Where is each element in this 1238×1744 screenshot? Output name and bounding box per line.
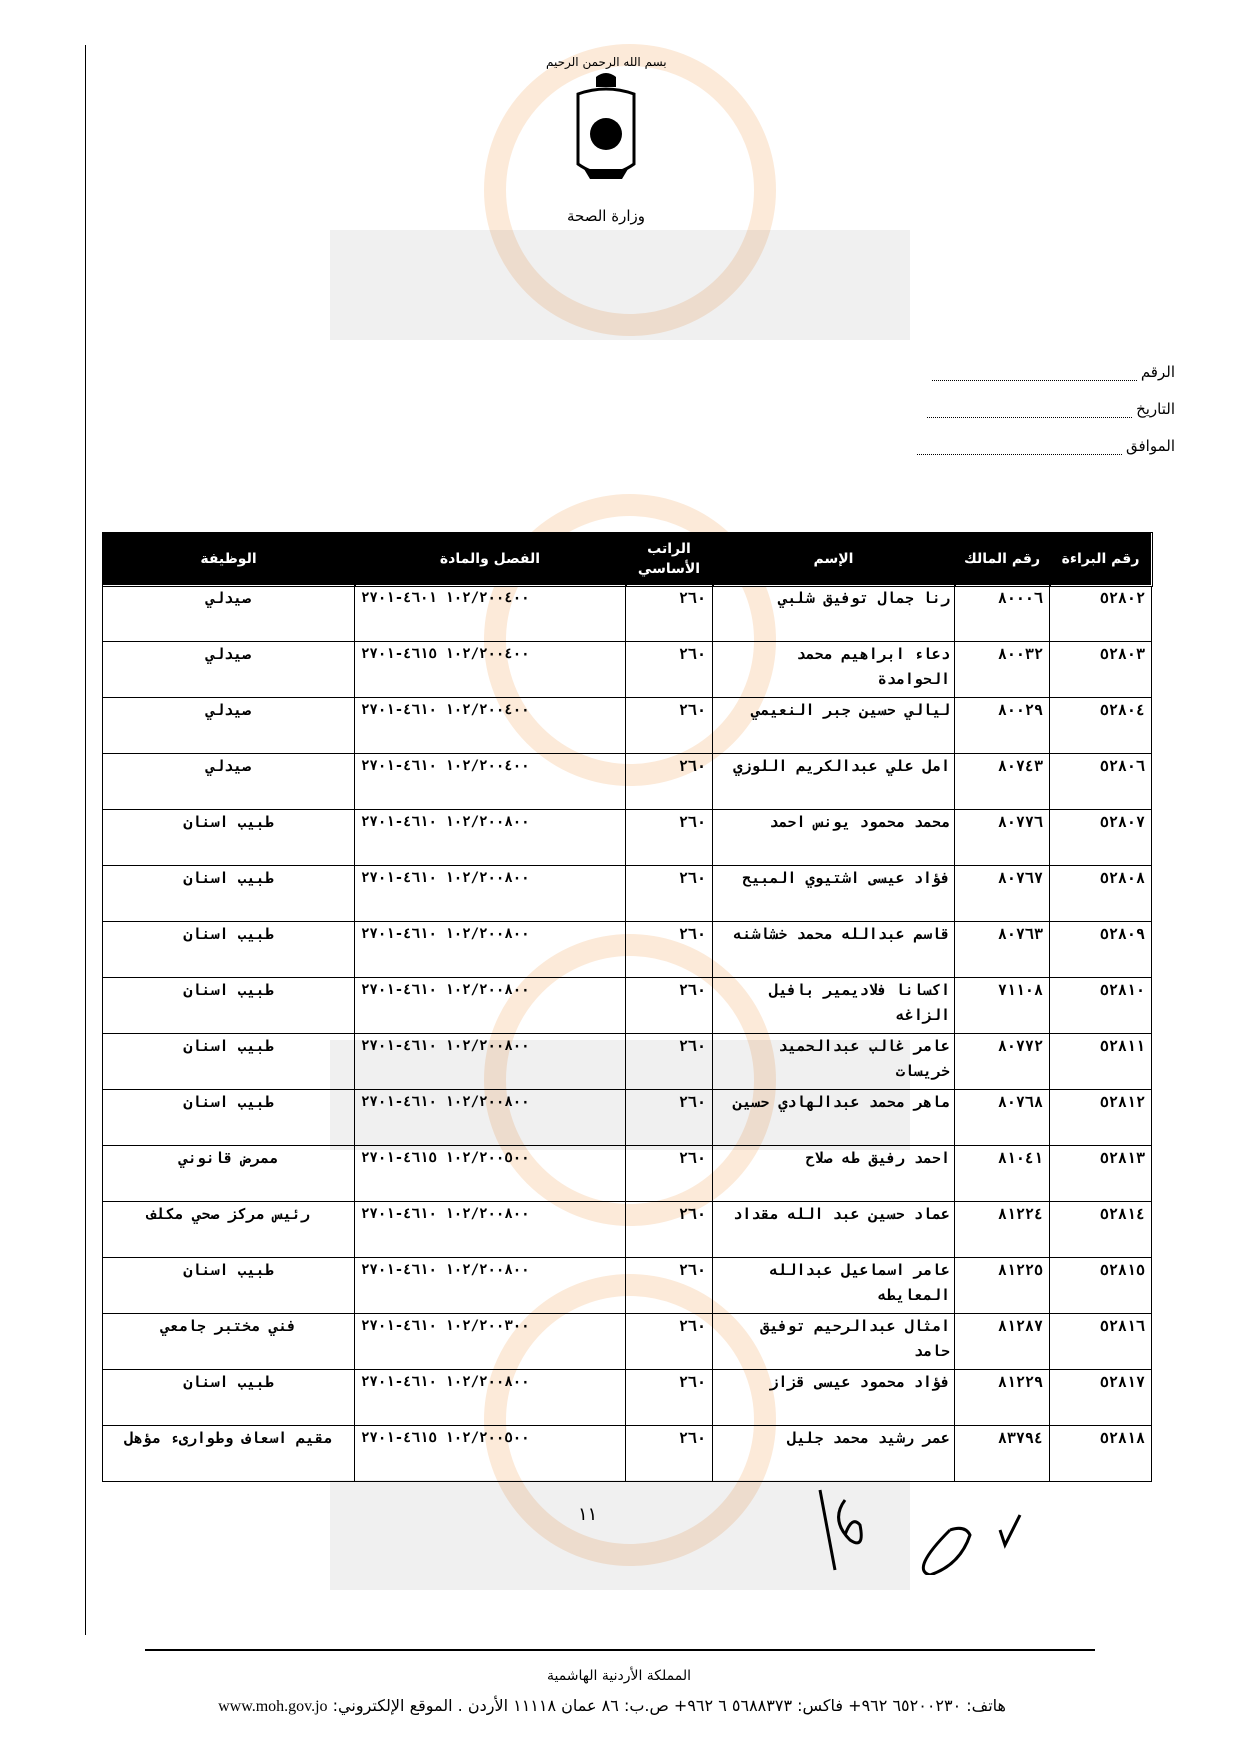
table-row <box>103 642 1152 698</box>
owner-number-cell: ٨٠٧٧٢ <box>955 1034 1050 1090</box>
license-number-cell: ٥٢٨١٨ <box>1050 1426 1152 1482</box>
base-salary-cell: ٢٦٠ <box>626 978 713 1034</box>
table-row <box>103 1146 1152 1202</box>
owner-number-cell: ٨١٠٤١ <box>955 1146 1050 1202</box>
employee-name-cell: دعاء ابراهيم محمد الحوامدة <box>713 642 955 698</box>
table-row <box>103 810 1152 866</box>
table-row <box>103 754 1152 810</box>
table-row <box>103 1090 1152 1146</box>
license-number-cell: ٥٢٨٠٦ <box>1050 754 1152 810</box>
job-title-cell: صيدلي <box>103 754 355 810</box>
footer-divider <box>145 1649 1095 1651</box>
basmala: بسم الله الرحمن الرحيم <box>546 55 667 69</box>
license-number-cell: ٥٢٨١٣ <box>1050 1146 1152 1202</box>
license-number-cell: ٥٢٨١٥ <box>1050 1258 1152 1314</box>
employee-name-cell: قاسم عبدالله محمد خشاشنه <box>713 922 955 978</box>
job-title-cell: طبيب اسنان <box>103 1090 355 1146</box>
col-header-salary: الراتب الأساسي <box>626 533 713 586</box>
base-salary-cell: ٢٦٠ <box>626 1258 713 1314</box>
license-number-cell: ٥٢٨١٧ <box>1050 1370 1152 1426</box>
chapter-article-cell: ١٠٢/٢٠٠٨٠٠ ٤٦١٠-٢٧٠١ <box>355 1370 626 1426</box>
corresponding-date-label: الموافق <box>1125 437 1175 455</box>
table-header-row <box>103 533 1152 586</box>
footer-website-link[interactable]: www.moh.gov.jo <box>218 1698 328 1715</box>
date-label: التاريخ <box>1136 400 1175 418</box>
date-field <box>927 400 1175 418</box>
base-salary-cell: ٢٦٠ <box>626 1146 713 1202</box>
license-number-cell: ٥٢٨١٦ <box>1050 1314 1152 1370</box>
base-salary-cell: ٢٦٠ <box>626 1202 713 1258</box>
job-title-cell: طبيب اسنان <box>103 1370 355 1426</box>
employee-name-cell: امثال عبدالرحيم توفيق حامد <box>713 1314 955 1370</box>
owner-number-cell: ٨١٢٨٧ <box>955 1314 1050 1370</box>
page-number: ١١ <box>578 1504 598 1525</box>
col-header-job: الوظيفة <box>103 533 355 586</box>
base-salary-cell: ٢٦٠ <box>626 1426 713 1482</box>
owner-number-cell: ٨٠٧٦٨ <box>955 1090 1050 1146</box>
owner-number-cell: ٨١٢٢٤ <box>955 1202 1050 1258</box>
employee-name-cell: امل علي عبدالكريم اللوزي <box>713 754 955 810</box>
table-row <box>103 698 1152 754</box>
job-title-cell: طبيب اسنان <box>103 1034 355 1090</box>
license-number-cell: ٥٢٨١١ <box>1050 1034 1152 1090</box>
license-number-cell: ٥٢٨٠٩ <box>1050 922 1152 978</box>
license-number-cell: ٥٢٨١٠ <box>1050 978 1152 1034</box>
chapter-article-cell: ١٠٢/٢٠٠٥٠٠ ٤٦١٥-٢٧٠١ <box>355 1426 626 1482</box>
employee-name-cell: عماد حسين عبد الله مقداد <box>713 1202 955 1258</box>
ref-number-field <box>932 363 1175 381</box>
employee-name-cell: عامر اسماعيل عبدالله المعايطه <box>713 1258 955 1314</box>
license-number-cell: ٥٢٨٠٨ <box>1050 866 1152 922</box>
owner-number-cell: ٨١٢٢٥ <box>955 1258 1050 1314</box>
signatures <box>800 1485 1060 1575</box>
footer-kingdom: المملكة الأردنية الهاشمية <box>546 1668 692 1684</box>
owner-number-cell: ٨٠٧٤٣ <box>955 754 1050 810</box>
license-number-cell: ٥٢٨٠٣ <box>1050 642 1152 698</box>
employee-name-cell: عمر رشيد محمد جليل <box>713 1426 955 1482</box>
job-title-cell: صيدلي <box>103 586 355 642</box>
job-title-cell: رئيس مركز صحي مكلف <box>103 1202 355 1258</box>
job-title-cell: طبيب اسنان <box>103 810 355 866</box>
base-salary-cell: ٢٦٠ <box>626 1370 713 1426</box>
license-number-cell: ٥٢٨١٤ <box>1050 1202 1152 1258</box>
employee-name-cell: ليالي حسين جبر النعيمي <box>713 698 955 754</box>
footer-contact <box>218 1696 1006 1716</box>
col-header-name: الإسم <box>713 533 955 586</box>
employee-name-cell: رنا جمال توفيق شلبي <box>713 586 955 642</box>
license-number-cell: ٥٢٨٠٢ <box>1050 586 1152 642</box>
chapter-article-cell: ١٠٢/٢٠٠٨٠٠ ٤٦١٠-٢٧٠١ <box>355 1202 626 1258</box>
base-salary-cell: ٢٦٠ <box>626 922 713 978</box>
chapter-article-cell: ١٠٢/٢٠٠٨٠٠ ٤٦١٠-٢٧٠١ <box>355 810 626 866</box>
jordan-coat-of-arms-icon <box>566 69 646 199</box>
table-row <box>103 586 1152 642</box>
employee-name-cell: ماهر محمد عبدالهادي حسين <box>713 1090 955 1146</box>
owner-number-cell: ٨٠٧٦٧ <box>955 866 1050 922</box>
chapter-article-cell: ١٠٢/٢٠٠٨٠٠ ٤٦١٠-٢٧٠١ <box>355 1090 626 1146</box>
employee-name-cell: محمد محمود يونس احمد <box>713 810 955 866</box>
employee-name-cell: فؤاد عيسى اشتيوي المبيح <box>713 866 955 922</box>
chapter-article-cell: ١٠٢/٢٠٠٤٠٠ ٤٦١٠-٢٧٠١ <box>355 754 626 810</box>
appointments-table <box>102 532 1152 1482</box>
footer-contact-details: هاتف: ٦٥٢٠٠٢٣٠ ٩٦٢+ فاكس: ٥٦٨٨٣٧٣ ٦ ٩٦٢+ ص.ب: ٨٦ عمان ١١١١٨ الأردن . الموقع الإلكتروني: <box>332 1696 1006 1715</box>
job-title-cell: طبيب اسنان <box>103 1258 355 1314</box>
table-row <box>103 866 1152 922</box>
chapter-article-cell: ١٠٢/٢٠٠٥٠٠ ٤٦١٥-٢٧٠١ <box>355 1146 626 1202</box>
chapter-article-cell: ١٠٢/٢٠٠٨٠٠ ٤٦١٠-٢٧٠١ <box>355 1258 626 1314</box>
license-number-cell: ٥٢٨٠٧ <box>1050 810 1152 866</box>
base-salary-cell: ٢٦٠ <box>626 1034 713 1090</box>
job-title-cell: صيدلي <box>103 642 355 698</box>
base-salary-cell: ٢٦٠ <box>626 642 713 698</box>
owner-number-cell: ٨٠٧٧٦ <box>955 810 1050 866</box>
table-row <box>103 922 1152 978</box>
col-header-owner-number: رقم المالك <box>955 533 1050 586</box>
base-salary-cell: ٢٦٠ <box>626 866 713 922</box>
owner-number-cell: ٨٠٠٢٩ <box>955 698 1050 754</box>
base-salary-cell: ٢٦٠ <box>626 586 713 642</box>
table-row <box>103 1370 1152 1426</box>
table-row <box>103 1202 1152 1258</box>
employee-name-cell: فؤاد محمود عيسى قزاز <box>713 1370 955 1426</box>
chapter-article-cell: ١٠٢/٢٠٠٨٠٠ ٤٦١٠-٢٧٠١ <box>355 978 626 1034</box>
col-header-license: رقم البراءة <box>1050 533 1152 586</box>
owner-number-cell: ٨٠٠٣٢ <box>955 642 1050 698</box>
license-number-cell: ٥٢٨١٢ <box>1050 1090 1152 1146</box>
job-title-cell: طبيب اسنان <box>103 978 355 1034</box>
chapter-article-cell: ١٠٢/٢٠٠٤٠٠ ٤٦١٠-٢٧٠١ <box>355 698 626 754</box>
base-salary-cell: ٢٦٠ <box>626 810 713 866</box>
table-row <box>103 1426 1152 1482</box>
chapter-article-cell: ١٠٢/٢٠٠٤٠٠ ٤٦١٥-٢٧٠١ <box>355 642 626 698</box>
chapter-article-cell: ١٠٢/٢٠٠٨٠٠ ٤٦١٠-٢٧٠١ <box>355 922 626 978</box>
job-title-cell: فني مختبر جامعي <box>103 1314 355 1370</box>
base-salary-cell: ٢٦٠ <box>626 1314 713 1370</box>
base-salary-cell: ٢٦٠ <box>626 754 713 810</box>
employee-name-cell: احمد رفيق طه صلاح <box>713 1146 955 1202</box>
chapter-article-cell: ١٠٢/٢٠٠٤٠٠ ٤٦٠١-٢٧٠١ <box>355 586 626 642</box>
job-title-cell: طبيب اسنان <box>103 922 355 978</box>
employee-name-cell: عامر غالب عبدالحميد خريسات <box>713 1034 955 1090</box>
table-row <box>103 978 1152 1034</box>
job-title-cell: طبيب اسنان <box>103 866 355 922</box>
owner-number-cell: ٨٠٧٦٣ <box>955 922 1050 978</box>
ministry-letterhead <box>546 55 667 270</box>
col-header-chapter: الفصل والمادة <box>355 533 626 586</box>
owner-number-cell: ٧١١٠٨ <box>955 978 1050 1034</box>
chapter-article-cell: ١٠٢/٢٠٠٨٠٠ ٤٦١٠-٢٧٠١ <box>355 866 626 922</box>
table-row <box>103 1314 1152 1370</box>
license-number-cell: ٥٢٨٠٤ <box>1050 698 1152 754</box>
owner-number-cell: ٨٠٠٠٦ <box>955 586 1050 642</box>
chapter-article-cell: ١٠٢/٢٠٠٣٠٠ ٤٦١٠-٢٧٠١ <box>355 1314 626 1370</box>
employee-name-cell: اكسانا فلاديمير بافيل الزاغه <box>713 978 955 1034</box>
ministry-name: وزارة الصحة <box>567 207 645 225</box>
table-row <box>103 1258 1152 1314</box>
table-row <box>103 1034 1152 1090</box>
job-title-cell: ممرض قانوني <box>103 1146 355 1202</box>
job-title-cell: مقيم اسعاف وطوارىء مؤهل <box>103 1426 355 1482</box>
base-salary-cell: ٢٦٠ <box>626 1090 713 1146</box>
chapter-article-cell: ١٠٢/٢٠٠٨٠٠ ٤٦١٠-٢٧٠١ <box>355 1034 626 1090</box>
job-title-cell: صيدلي <box>103 698 355 754</box>
owner-number-cell: ٨١٢٢٩ <box>955 1370 1050 1426</box>
owner-number-cell: ٨٣٧٩٤ <box>955 1426 1050 1482</box>
margin-line <box>85 45 86 1635</box>
corresponding-date-field <box>917 437 1175 455</box>
base-salary-cell: ٢٦٠ <box>626 698 713 754</box>
ref-number-label: الرقم <box>1140 363 1175 381</box>
